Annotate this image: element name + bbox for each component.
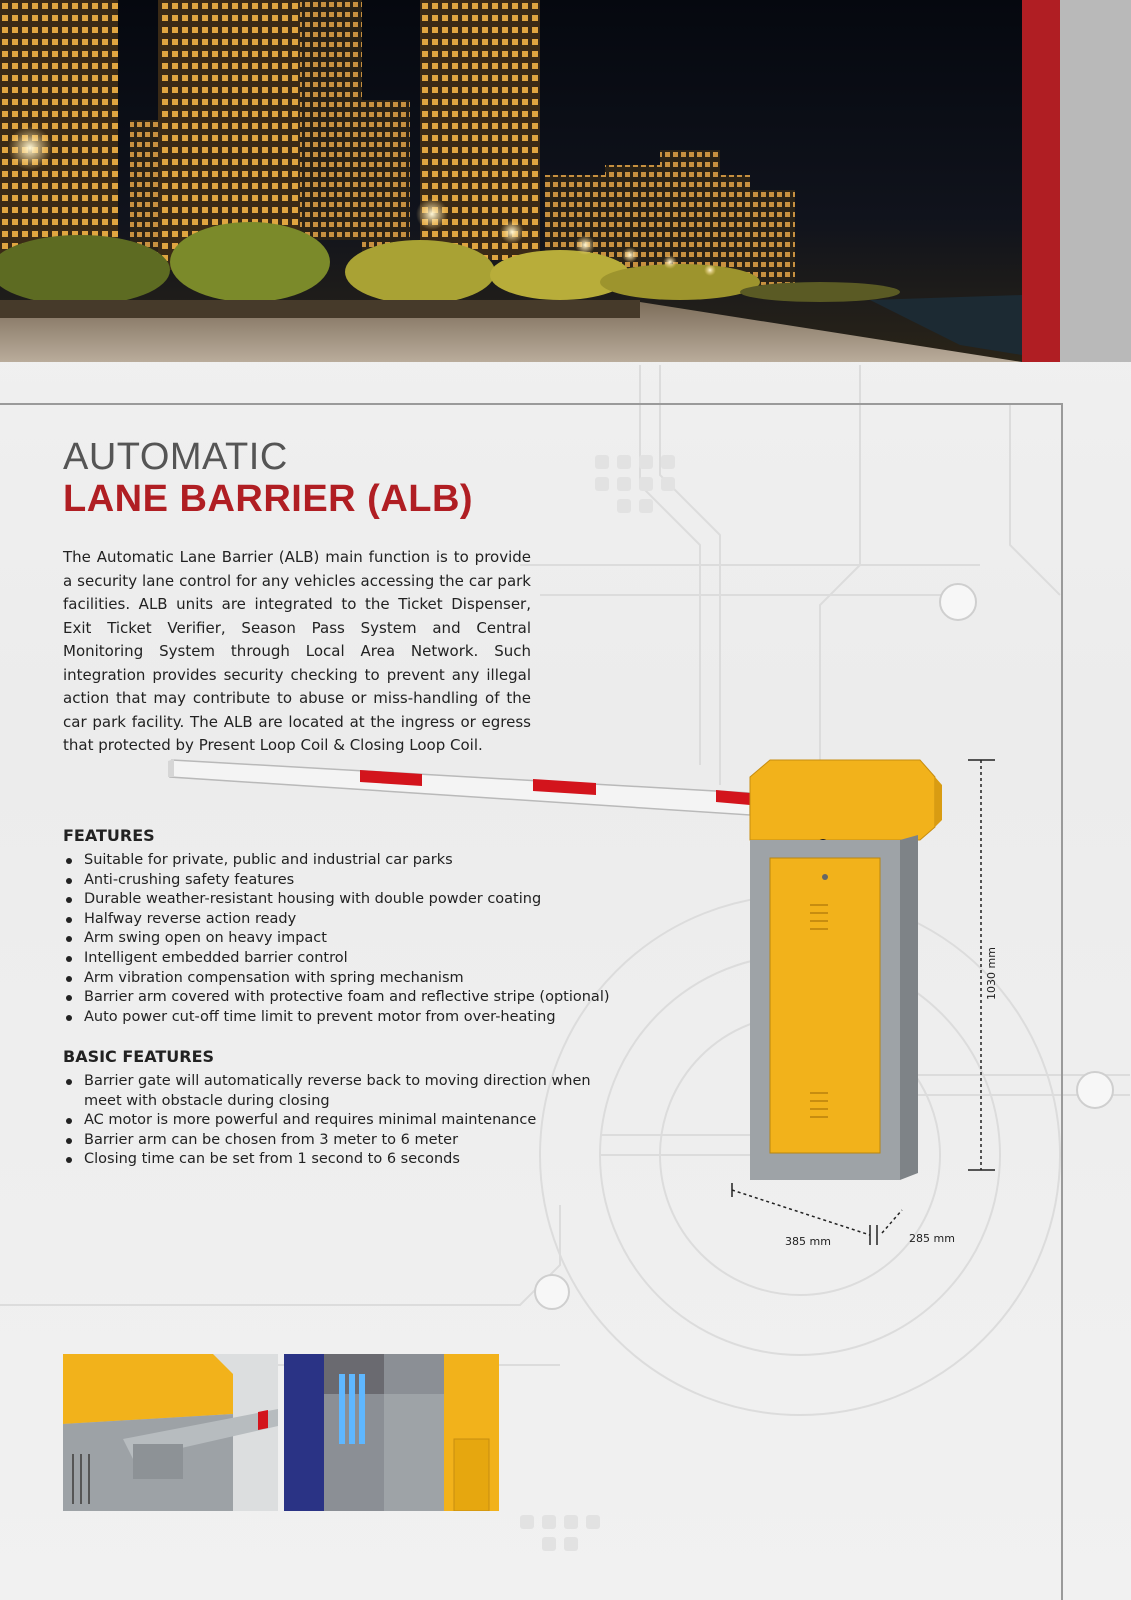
- features-heading: FEATURES: [63, 826, 155, 845]
- list-item: Arm vibration compensation with spring mechanism: [63, 969, 623, 989]
- city-night-skyline-image: [0, 0, 1022, 362]
- list-item: Durable weather-resistant housing with double powder coating: [63, 890, 623, 910]
- barrier-housing-top: [750, 760, 935, 840]
- page-title-line2: LANE BARRIER (ALB): [63, 478, 474, 520]
- list-item: Anti-crushing safety features: [63, 871, 623, 891]
- list-item: Barrier arm covered with protective foam and reflective stripe (optional): [63, 988, 623, 1008]
- header-grey-accent-bar: [1060, 0, 1131, 362]
- depth-label: 285 mm: [909, 1232, 955, 1245]
- list-item: Auto power cut-off time limit to prevent motor from over-heating: [63, 1008, 623, 1028]
- content-frame-right-rule: [1061, 403, 1063, 1600]
- list-item: Arm swing open on heavy impact: [63, 929, 623, 949]
- list-item: AC motor is more powerful and requires minimal maintenance: [63, 1111, 593, 1131]
- list-item: Intelligent embedded barrier control: [63, 949, 623, 969]
- header-city-photo: [0, 0, 1022, 362]
- basic-features-heading: BASIC FEATURES: [63, 1047, 215, 1066]
- width-label: 385 mm: [785, 1235, 831, 1248]
- list-item: Suitable for private, public and industrial car parks: [63, 851, 623, 871]
- list-item: Halfway reverse action ready: [63, 910, 623, 930]
- height-label: 1030 mm: [985, 947, 998, 1000]
- intro-paragraph: The Automatic Lane Barrier (ALB) main function is to provide a security lane control for any vehicles accessing the car park facilities. ALB units are integrated to the Ticket Dispenser, Exit Ticket Verifier, Season Pass System and Central Monitoring System through Local Area Network. Such integration provides security checking to prevent any illegal action that may contribute to abuse or miss-handling of the car park facility. The ALB are located at the ingress or egress that protected by Present Loop Coil & Closing Loop Coil.: [63, 548, 531, 754]
- detail-photo-arm-mount: [63, 1354, 278, 1511]
- barrier-arm: [170, 760, 750, 815]
- detail-photo-led-cabinet: [284, 1354, 499, 1511]
- list-item: Barrier arm can be chosen from 3 meter to 6 meter: [63, 1131, 593, 1151]
- barrier-gate-illustration: [160, 755, 1000, 1265]
- list-item: Closing time can be set from 1 second to 6 seconds: [63, 1150, 593, 1170]
- content-frame-top-rule: [0, 403, 1063, 405]
- header-red-accent-bar: [1022, 0, 1060, 362]
- list-item: Barrier gate will automatically reverse back to moving direction when meet with obstacle during closing: [63, 1072, 593, 1111]
- page-title-line1: AUTOMATIC: [63, 436, 288, 478]
